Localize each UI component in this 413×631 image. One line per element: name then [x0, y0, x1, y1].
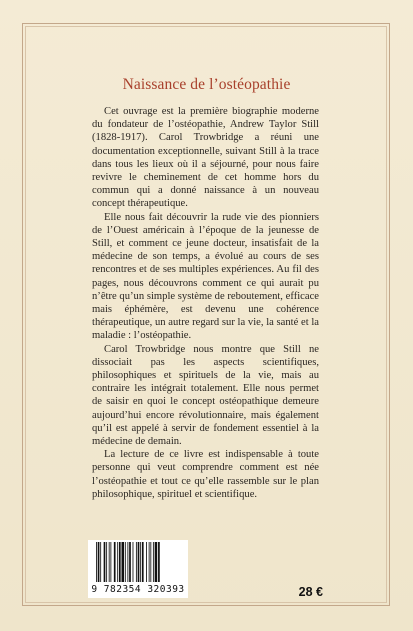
isbn-digits: 9 782354 320393: [91, 584, 185, 595]
blurb-paragraph-4: La lecture de ce livre est indispensable à toute personne qui veut comprendre comment est née l’ostéopathie et tout ce qu’elle rassemble sur le plan philosophique, spirituel et scientifique.: [92, 449, 319, 500]
blurb-text: [92, 105, 319, 501]
blurb-paragraph-2: Elle nous fait découvrir la rude vie des pionniers de l’Ouest américain à l’époque de la jeunesse de Still, et comment ce jeune docteur, insatisfait de la médecine de son temps, a évolué au cours de ses rencontres et de ses multiples expériences. Au fil des pages, nous découvrons comment ce qui aurait pu n’être qu’un simple système de reboutement, efficace mais éphémère, est devenu une cohérence thérapeutique, un autre regard sur la vie, la santé et la maladie : l’ostéopathie.: [92, 211, 319, 342]
book-title: Naissance de l’ostéopathie: [122, 76, 291, 93]
price-label: 28 €: [298, 585, 323, 599]
barcode-icon: [96, 542, 180, 584]
blurb-paragraph-1: Cet ouvrage est la première biographie moderne du fondateur de l’ostéopathie, Andrew Taylor Still (1828-1917). Carol Trowbridge a réuni une documentation exceptionnelle, suivant Still à la trace dans tous les lieux où il a séjourné, pour nous faire revivre le cheminement de cet homme hors du commun qui a donné naissance à un nouveau concept thérapeutique.: [92, 106, 319, 210]
blurb-paragraph-3: Carol Trowbridge nous montre que Still ne dissociait pas les aspects scientifiques, philosophiques et spirituels de la vie, mais au contraire les intégrait totalement. Elle nous permet de saisir en quoi le concept ostéopathique demeure aujourd’hui encore révolutionnaire, mais également qu’il est appelé à servir de fondement essentiel à la médecine de demain.: [92, 343, 319, 448]
isbn-barcode: [88, 540, 188, 598]
